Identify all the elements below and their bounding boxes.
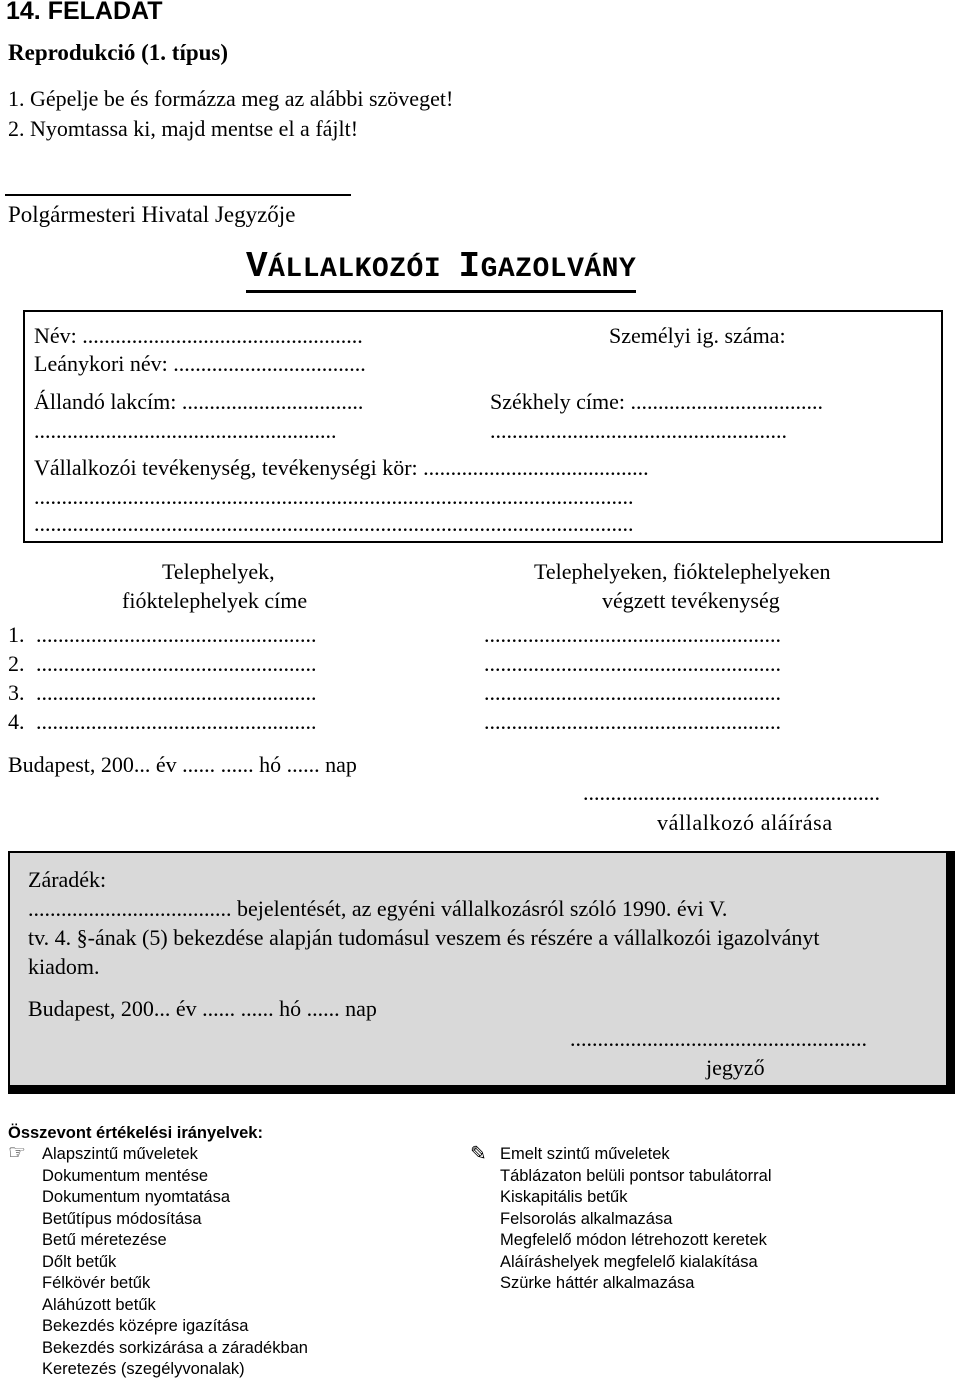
date-line: Budapest, 200... év ...... ...... hó ...... nap [8, 752, 357, 777]
advanced-item: Emelt szintű műveletek [500, 1145, 670, 1163]
site-row-num: 1. [8, 622, 25, 647]
task-title: 14. FELADAT [6, 0, 163, 25]
basic-item: Dőlt betűk [42, 1253, 117, 1271]
advanced-item: Felsorolás alkalmazása [500, 1210, 673, 1228]
address-field: Állandó lakcím: ................................. [34, 389, 364, 414]
instruction-1: 1. Gépelje be és formázza meg az alábbi szöveget! [8, 86, 454, 111]
site-row-address: ................................................... [36, 651, 317, 676]
signature-dots: ...................................................... [583, 780, 880, 805]
site-row-activity: ...................................................... [484, 651, 781, 676]
activity-continuation-2: ............................................................................................................. [34, 511, 634, 536]
issuer-label: Polgármesteri Hivatal Jegyzője [8, 202, 296, 227]
site-row-activity: ...................................................... [484, 709, 781, 734]
clause-text-line-1: ..................................... bejelentését, az egyéni vállalkozásról szóló 1990. évi V. [28, 896, 728, 921]
site-row-address: ................................................... [36, 622, 317, 647]
advanced-item: Szürke háttér alkalmazása [500, 1274, 695, 1292]
clause-signature-label: jegyző [706, 1055, 765, 1080]
activity-continuation-1: ............................................................................................................. [34, 484, 634, 509]
sites-header-right-2: végzett tevékenység [602, 588, 780, 613]
basic-item: Dokumentum nyomtatása [42, 1188, 231, 1206]
name-field: Név: ................................................... [34, 323, 363, 348]
site-row-address: ................................................... [36, 680, 317, 705]
evaluation-heading: Összevont értékelési irányelvek: [8, 1124, 263, 1142]
basic-item: Bekezdés sorkizárása a záradékban [42, 1339, 308, 1357]
basic-item: Alapszintű műveletek [42, 1145, 198, 1163]
clause-text-line-3: kiadom. [28, 954, 100, 979]
hq-continuation: ...................................................... [490, 418, 787, 443]
basic-item: Félkövér betűk [42, 1274, 151, 1292]
site-row-activity: ...................................................... [484, 680, 781, 705]
hq-field: Székhely címe: ................................... [490, 389, 824, 414]
basic-item: Keretezés (szegélyvonalak) [42, 1360, 245, 1378]
site-row-num: 2. [8, 651, 25, 676]
advanced-item: Táblázaton belüli pontsor tabulátorral [500, 1167, 772, 1185]
advanced-item: Kiskapitális betűk [500, 1188, 628, 1206]
pointing-hand-icon: ☞ [8, 1142, 26, 1164]
signature-label: vállalkozó aláírása [657, 810, 833, 835]
pencil-icon: ✎ [470, 1143, 487, 1165]
site-row-activity: ...................................................... [484, 622, 781, 647]
basic-item: Aláhúzott betűk [42, 1296, 156, 1314]
site-row-num: 3. [8, 680, 25, 705]
clause-heading: Záradék: [28, 867, 107, 892]
sites-header-right-1: Telephelyeken, fióktelephelyeken [534, 559, 831, 584]
basic-item: Bekezdés középre igazítása [42, 1317, 249, 1335]
sites-header-left-2: fióktelephelyek címe [122, 588, 308, 613]
site-row-address: ................................................... [36, 709, 317, 734]
basic-item: Dokumentum mentése [42, 1167, 208, 1185]
basic-item: Betűtípus módosítása [42, 1210, 202, 1228]
advanced-item: Megfelelő módon létrehozott keretek [500, 1231, 767, 1249]
instruction-2: 2. Nyomtassa ki, majd mentse el a fájlt! [8, 116, 359, 141]
clause-box [8, 851, 955, 1094]
activity-field: Vállalkozói tevékenység, tevékenységi kör: ......................................... [34, 455, 649, 480]
clause-date-line: Budapest, 200... év ...... ...... hó ...... nap [28, 996, 377, 1021]
advanced-item: Aláíráshelyek megfelelő kialakítása [500, 1253, 758, 1271]
site-row-num: 4. [8, 709, 25, 734]
task-subtitle: Reprodukció (1. típus) [8, 40, 229, 65]
basic-item: Betű méretezése [42, 1231, 167, 1249]
clause-signature-dots: ...................................................... [570, 1026, 867, 1051]
clause-text-line-2: tv. 4. §-ának (5) bekezdése alapján tudomásul veszem és részére a vállalkozói igazolványt [28, 925, 820, 950]
form-title: VÁLLALKOZÓI IGAZOLVÁNY [246, 248, 636, 293]
sites-header-left-1: Telephelyek, [162, 559, 275, 584]
id-number-field: Személyi ig. száma: [609, 323, 786, 348]
maiden-name-field: Leánykori név: ................................... [34, 351, 366, 376]
address-continuation: ....................................................... [34, 418, 337, 443]
signature-rule [5, 194, 351, 196]
